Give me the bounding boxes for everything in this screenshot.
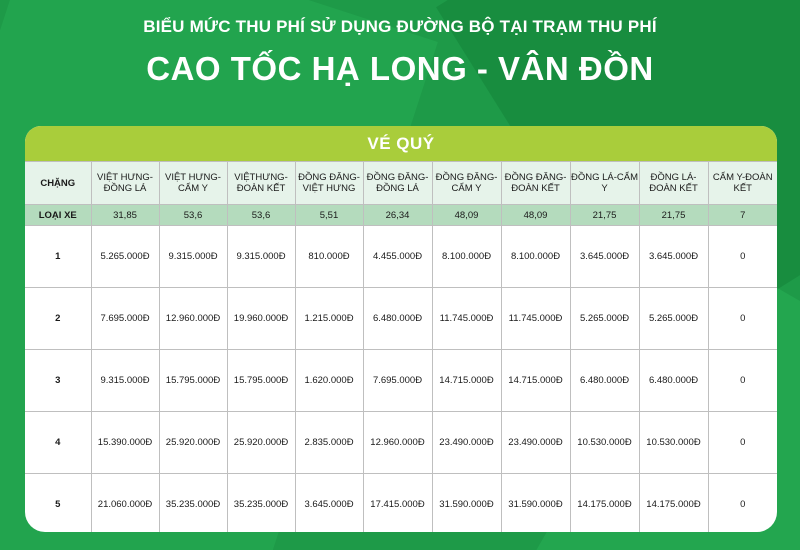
price-cell: 9.315.000Đ (227, 226, 295, 288)
price-cell: 0 (708, 226, 777, 288)
price-cell: 4.455.000Đ (363, 226, 432, 288)
price-cell: 14.175.000Đ (639, 474, 708, 533)
price-cell: 1.620.000Đ (295, 350, 363, 412)
segment-km: 7 (708, 205, 777, 226)
table-row (25, 412, 777, 474)
segment-km: 26,34 (363, 205, 432, 226)
table-row (25, 288, 777, 350)
price-cell: 14.175.000Đ (570, 474, 639, 533)
price-cell: 3.645.000Đ (639, 226, 708, 288)
segment-km: 31,85 (91, 205, 159, 226)
table-row (25, 350, 777, 412)
price-cell: 9.315.000Đ (91, 350, 159, 412)
header-row (25, 162, 777, 205)
segment-km: 53,6 (227, 205, 295, 226)
price-cell: 11.745.000Đ (432, 288, 501, 350)
price-cell: 10.530.000Đ (570, 412, 639, 474)
price-cell: 8.100.000Đ (501, 226, 570, 288)
vehicle-type: 2 (25, 288, 91, 350)
price-cell: 6.480.000Đ (570, 350, 639, 412)
price-cell: 12.960.000Đ (363, 412, 432, 474)
vehicle-type-label: LOẠI XE (25, 205, 91, 226)
price-cell: 7.695.000Đ (363, 350, 432, 412)
price-cell: 1.215.000Đ (295, 288, 363, 350)
price-cell: 31.590.000Đ (432, 474, 501, 533)
price-cell: 3.645.000Đ (295, 474, 363, 533)
column-header: ĐỒNG LÁ-ĐOÀN KẾT (639, 162, 708, 205)
price-cell: 15.795.000Đ (159, 350, 227, 412)
price-cell: 14.715.000Đ (501, 350, 570, 412)
price-cell: 15.390.000Đ (91, 412, 159, 474)
column-header: ĐỒNG ĐĂNG-VIỆT HƯNG (295, 162, 363, 205)
segment-km: 48,09 (432, 205, 501, 226)
price-cell: 0 (708, 288, 777, 350)
price-cell: 23.490.000Đ (432, 412, 501, 474)
vehicle-type: 4 (25, 412, 91, 474)
price-cell: 0 (708, 412, 777, 474)
price-cell: 11.745.000Đ (501, 288, 570, 350)
card-heading: VÉ QUÝ (25, 126, 777, 161)
price-cell: 17.415.000Đ (363, 474, 432, 533)
price-cell: 3.645.000Đ (570, 226, 639, 288)
price-cell: 5.265.000Đ (91, 226, 159, 288)
price-cell: 0 (708, 350, 777, 412)
price-cell: 15.795.000Đ (227, 350, 295, 412)
price-cell: 25.920.000Đ (227, 412, 295, 474)
price-cell: 6.480.000Đ (363, 288, 432, 350)
price-cell: 5.265.000Đ (570, 288, 639, 350)
column-header: VIỆT HƯNG-ĐỒNG LÁ (91, 162, 159, 205)
column-header: ĐỒNG ĐĂNG-ĐỒNG LÁ (363, 162, 432, 205)
column-header: ĐỒNG ĐĂNG-ĐOÀN KẾT (501, 162, 570, 205)
price-cell: 5.265.000Đ (639, 288, 708, 350)
vehicle-type-row (25, 205, 777, 226)
price-cell: 8.100.000Đ (432, 226, 501, 288)
price-cell: 35.235.000Đ (159, 474, 227, 533)
segment-km: 48,09 (501, 205, 570, 226)
page-title: CAO TỐC HẠ LONG - VÂN ĐỒN (146, 50, 654, 87)
column-header: CẨM Y-ĐOÀN KẾT (708, 162, 777, 205)
fee-card (25, 126, 777, 532)
price-cell: 9.315.000Đ (159, 226, 227, 288)
price-cell: 19.960.000Đ (227, 288, 295, 350)
price-cell: 35.235.000Đ (227, 474, 295, 533)
table-row (25, 226, 777, 288)
price-cell: 0 (708, 474, 777, 533)
segment-km: 5,51 (295, 205, 363, 226)
page-subtitle: BIỂU MỨC THU PHÍ SỬ DỤNG ĐƯỜNG BỘ TẠI TRẠM THU PHÍ (143, 17, 657, 36)
price-cell: 6.480.000Đ (639, 350, 708, 412)
fee-table (25, 161, 777, 532)
price-cell: 12.960.000Đ (159, 288, 227, 350)
column-header: ĐỒNG ĐĂNG-CẨM Y (432, 162, 501, 205)
price-cell: 31.590.000Đ (501, 474, 570, 533)
price-cell: 14.715.000Đ (432, 350, 501, 412)
segment-km: 21,75 (639, 205, 708, 226)
price-cell: 25.920.000Đ (159, 412, 227, 474)
vehicle-type: 5 (25, 474, 91, 533)
vehicle-type: 1 (25, 226, 91, 288)
segment-km: 53,6 (159, 205, 227, 226)
price-cell: 23.490.000Đ (501, 412, 570, 474)
price-cell: 810.000Đ (295, 226, 363, 288)
price-cell: 7.695.000Đ (91, 288, 159, 350)
column-header-segment: CHẶNG (25, 162, 91, 205)
price-cell: 21.060.000Đ (91, 474, 159, 533)
column-header: VIỆT HƯNG-CẨM Y (159, 162, 227, 205)
price-cell: 10.530.000Đ (639, 412, 708, 474)
price-cell: 2.835.000Đ (295, 412, 363, 474)
column-header: ĐỒNG LÁ-CẨM Y (570, 162, 639, 205)
column-header: VIỆTHƯNG-ĐOÀN KẾT (227, 162, 295, 205)
segment-km: 21,75 (570, 205, 639, 226)
table-row (25, 474, 777, 533)
vehicle-type: 3 (25, 350, 91, 412)
